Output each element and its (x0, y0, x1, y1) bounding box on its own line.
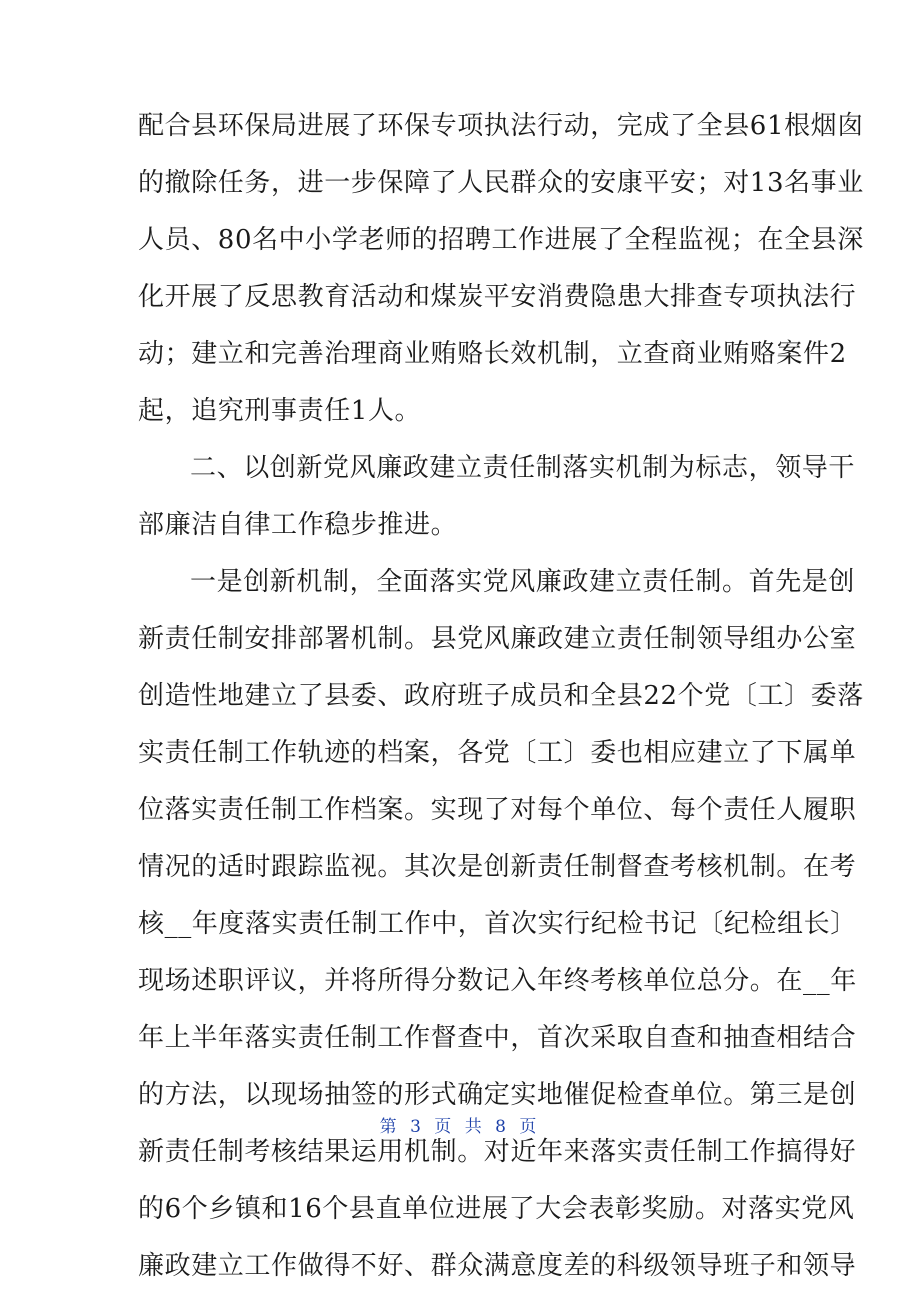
text-line: 起，追究刑事责任1人。 (138, 396, 422, 426)
text-line: 新责任制考核结果运用机制。对近年来落实责任制工作搞得好 (138, 1137, 857, 1167)
text-line: 新责任制安排部署机制。县党风廉政建立责任制领导组办公室 (138, 624, 857, 654)
text-line: 创造性地建立了县委、政府班子成员和全县22个党〔工〕委落 (138, 681, 864, 711)
text-line: 廉政建立工作做得不好、群众满意度差的科级领导班子和领导 (138, 1251, 857, 1281)
text-line: 一是创新机制，全面落实党风廉政建立责任制。首先是创 (190, 567, 856, 597)
text-line: 化开展了反思教育活动和煤炭平安消费隐患大排查专项执法行 (138, 282, 857, 312)
text-line: 人员、80名中小学老师的招聘工作进展了全程监视；在全县深 (138, 225, 864, 255)
text-line: 的撤除任务，进一步保障了人民群众的安康平安；对13名事业 (138, 168, 864, 198)
text-line: 实责任制工作轨迹的档案，各党〔工〕委也相应建立了下属单 (138, 738, 857, 768)
text-line: 的6个乡镇和16个县直单位进展了大会表彰奖励。对落实党风 (138, 1194, 855, 1224)
page-number-footer: 第 3 页 共 8 页 (379, 1117, 541, 1137)
text-line: 情况的适时跟踪监视。其次是创新责任制督查考核机制。在考 (138, 852, 857, 882)
text-line: 核__年度落实责任制工作中，首次实行纪检书记〔纪检组长〕 (138, 909, 857, 939)
text-line: 的方法，以现场抽签的形式确定实地催促检查单位。第三是创 (138, 1080, 857, 1110)
text-line: 位落实责任制工作档案。实现了对每个单位、每个责任人履职 (138, 795, 857, 825)
text-line: 二、以创新党风廉政建立责任制落实机制为标志，领导干 (190, 453, 856, 483)
text-line: 年上半年落实责任制工作督查中，首次采取自查和抽查相结合 (138, 1023, 857, 1053)
text-line: 部廉洁自律工作稳步推进。 (138, 510, 458, 540)
text-line: 现场述职评议，并将所得分数记入年终考核单位总分。在__年 (138, 966, 857, 996)
text-line: 动；建立和完善治理商业贿赂长效机制，立查商业贿赂案件2 (138, 339, 847, 369)
text-line: 配合县环保局进展了环保专项执法行动，完成了全县61根烟囱 (138, 111, 864, 141)
